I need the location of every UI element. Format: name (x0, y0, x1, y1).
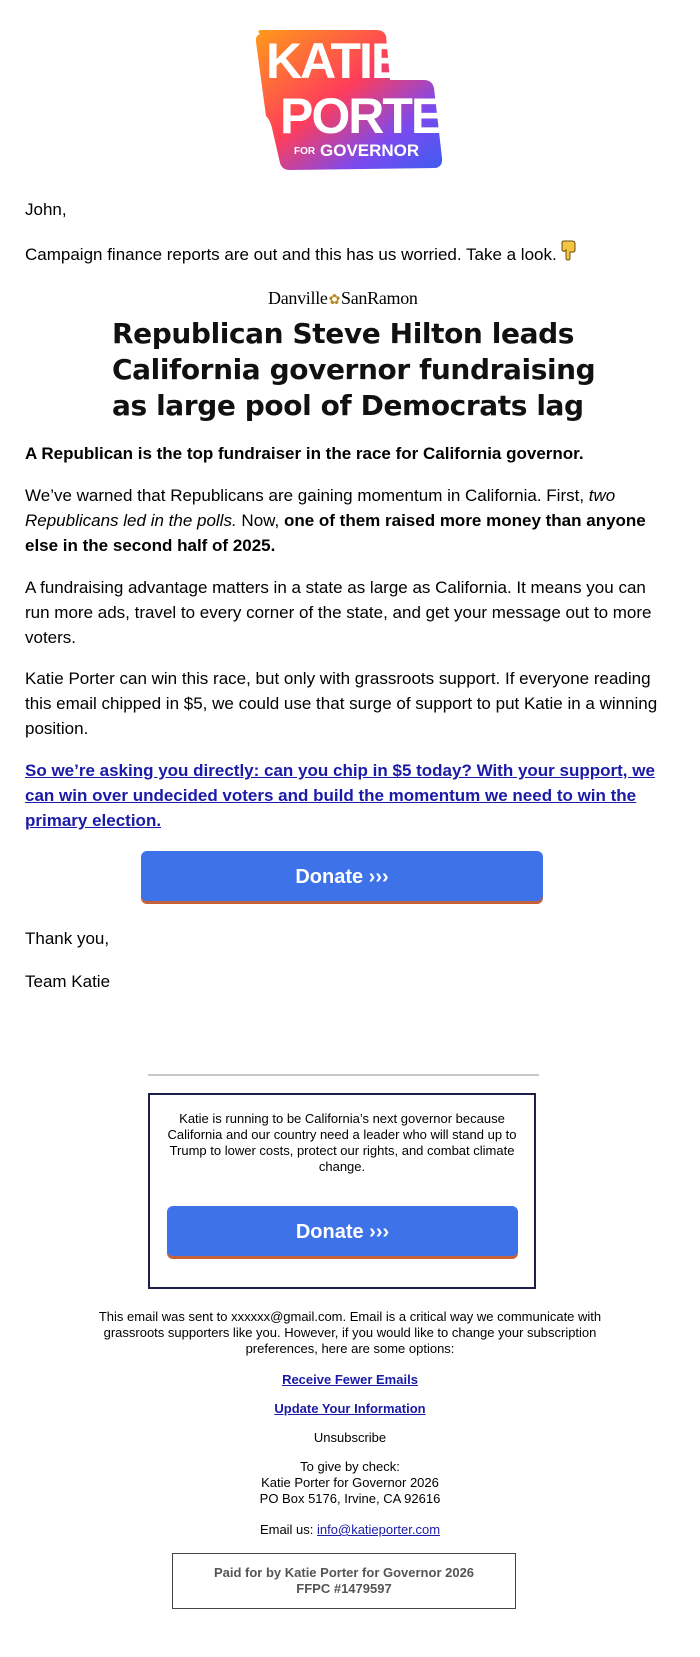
intro-text (25, 240, 675, 267)
sent-notice: This email was sent to xxxxxx@gmail.com. Email is a critical way we communicate with grassroots supporters like you. However, if you would like to change your subscription preferences, here are some options: (98, 1309, 602, 1356)
signoff: Thank you, (25, 929, 110, 948)
masthead-right: SanRamon (341, 288, 418, 308)
lead-statement: A Republican is the top fundraiser in the race for California governor. (25, 444, 584, 463)
oak-leaf-icon: ✿ (328, 293, 341, 308)
paragraph-momentum (25, 483, 675, 558)
chip-in-link[interactable]: So we’re asking you directly: can you chip in $5 today? With your support, we can win over undecided voters and build the momentum we need to win the primary election. (25, 761, 655, 830)
check-address (70, 1459, 630, 1507)
logo-line3-big: GOVERNOR (320, 141, 420, 160)
masthead-left: Danville (268, 288, 328, 308)
signature: Team Katie (25, 972, 111, 991)
greeting: John, (25, 200, 67, 219)
paid-for-disclaimer (172, 1553, 516, 1609)
intro-sentence: Campaign finance reports are out and this has us worried. Take a look. (25, 245, 557, 264)
mission-box (148, 1093, 536, 1289)
paid-for-line: Paid for by Katie Porter for Governor 2026 (213, 1565, 475, 1580)
para1-italic: two Republicans led in the polls. (25, 486, 616, 530)
logo-header (0, 28, 700, 176)
article-headline-image[interactable] (108, 288, 608, 422)
email-label: Email us: (259, 1522, 314, 1537)
unsubscribe-link[interactable]: Unsubscribe (313, 1430, 387, 1445)
masthead (268, 288, 418, 309)
email-us-row (70, 1522, 630, 1538)
fppc-line: FFPC #1479597 (296, 1581, 392, 1596)
logo-line1: KATIE (266, 33, 403, 89)
pointing-down-hand-icon (561, 240, 577, 267)
receive-fewer-emails-link[interactable]: Receive Fewer Emails (282, 1372, 418, 1387)
check-name: Katie Porter for Governor 2026 (261, 1475, 439, 1490)
katie-porter-logo[interactable] (252, 28, 477, 173)
article-headline: Republican Steve Hilton leads California governor fundraising as large pool of Democrats lag (112, 317, 596, 422)
paragraph-fundraising: A fundraising advantage matters in a state as large as California. It means you can run more ads, travel to every corner of the state, and get your message out to more voters. (25, 578, 652, 647)
paragraph-grassroots: Katie Porter can win this race, but only with grassroots support. If everyone reading this email chipped in $5, we could use that surge of support to put Katie in a winning position. (25, 669, 658, 738)
update-information-link[interactable]: Update Your Information (274, 1401, 426, 1416)
donate-button[interactable]: Donate ››› (141, 851, 543, 901)
check-label: To give by check: (300, 1459, 400, 1474)
check-address-line: PO Box 5176, Irvine, CA 92616 (259, 1491, 441, 1506)
box-donate-button[interactable]: Donate ››› (167, 1206, 518, 1256)
footer-divider (148, 1074, 539, 1076)
logo-line3-small: FOR (294, 146, 316, 157)
mission-text: Katie is running to be California’s next governor because California and our country need a leader who will stand up to Trump to lower costs, protect our rights, and combat climate change. (167, 1111, 517, 1174)
para1-mid: Now, (241, 511, 280, 530)
cta-paragraph (25, 758, 675, 833)
email-address-link[interactable]: info@katieporter.com (317, 1522, 441, 1537)
update-info-row (70, 1401, 630, 1417)
fewer-emails-row (70, 1372, 630, 1388)
para1-bold: one of them raised more money than anyone else in the second half of 2025. (25, 511, 646, 555)
para1-start: We’ve warned that Republicans are gaining momentum in California. First, (25, 486, 585, 505)
logo-line2: PORTER (280, 88, 477, 144)
